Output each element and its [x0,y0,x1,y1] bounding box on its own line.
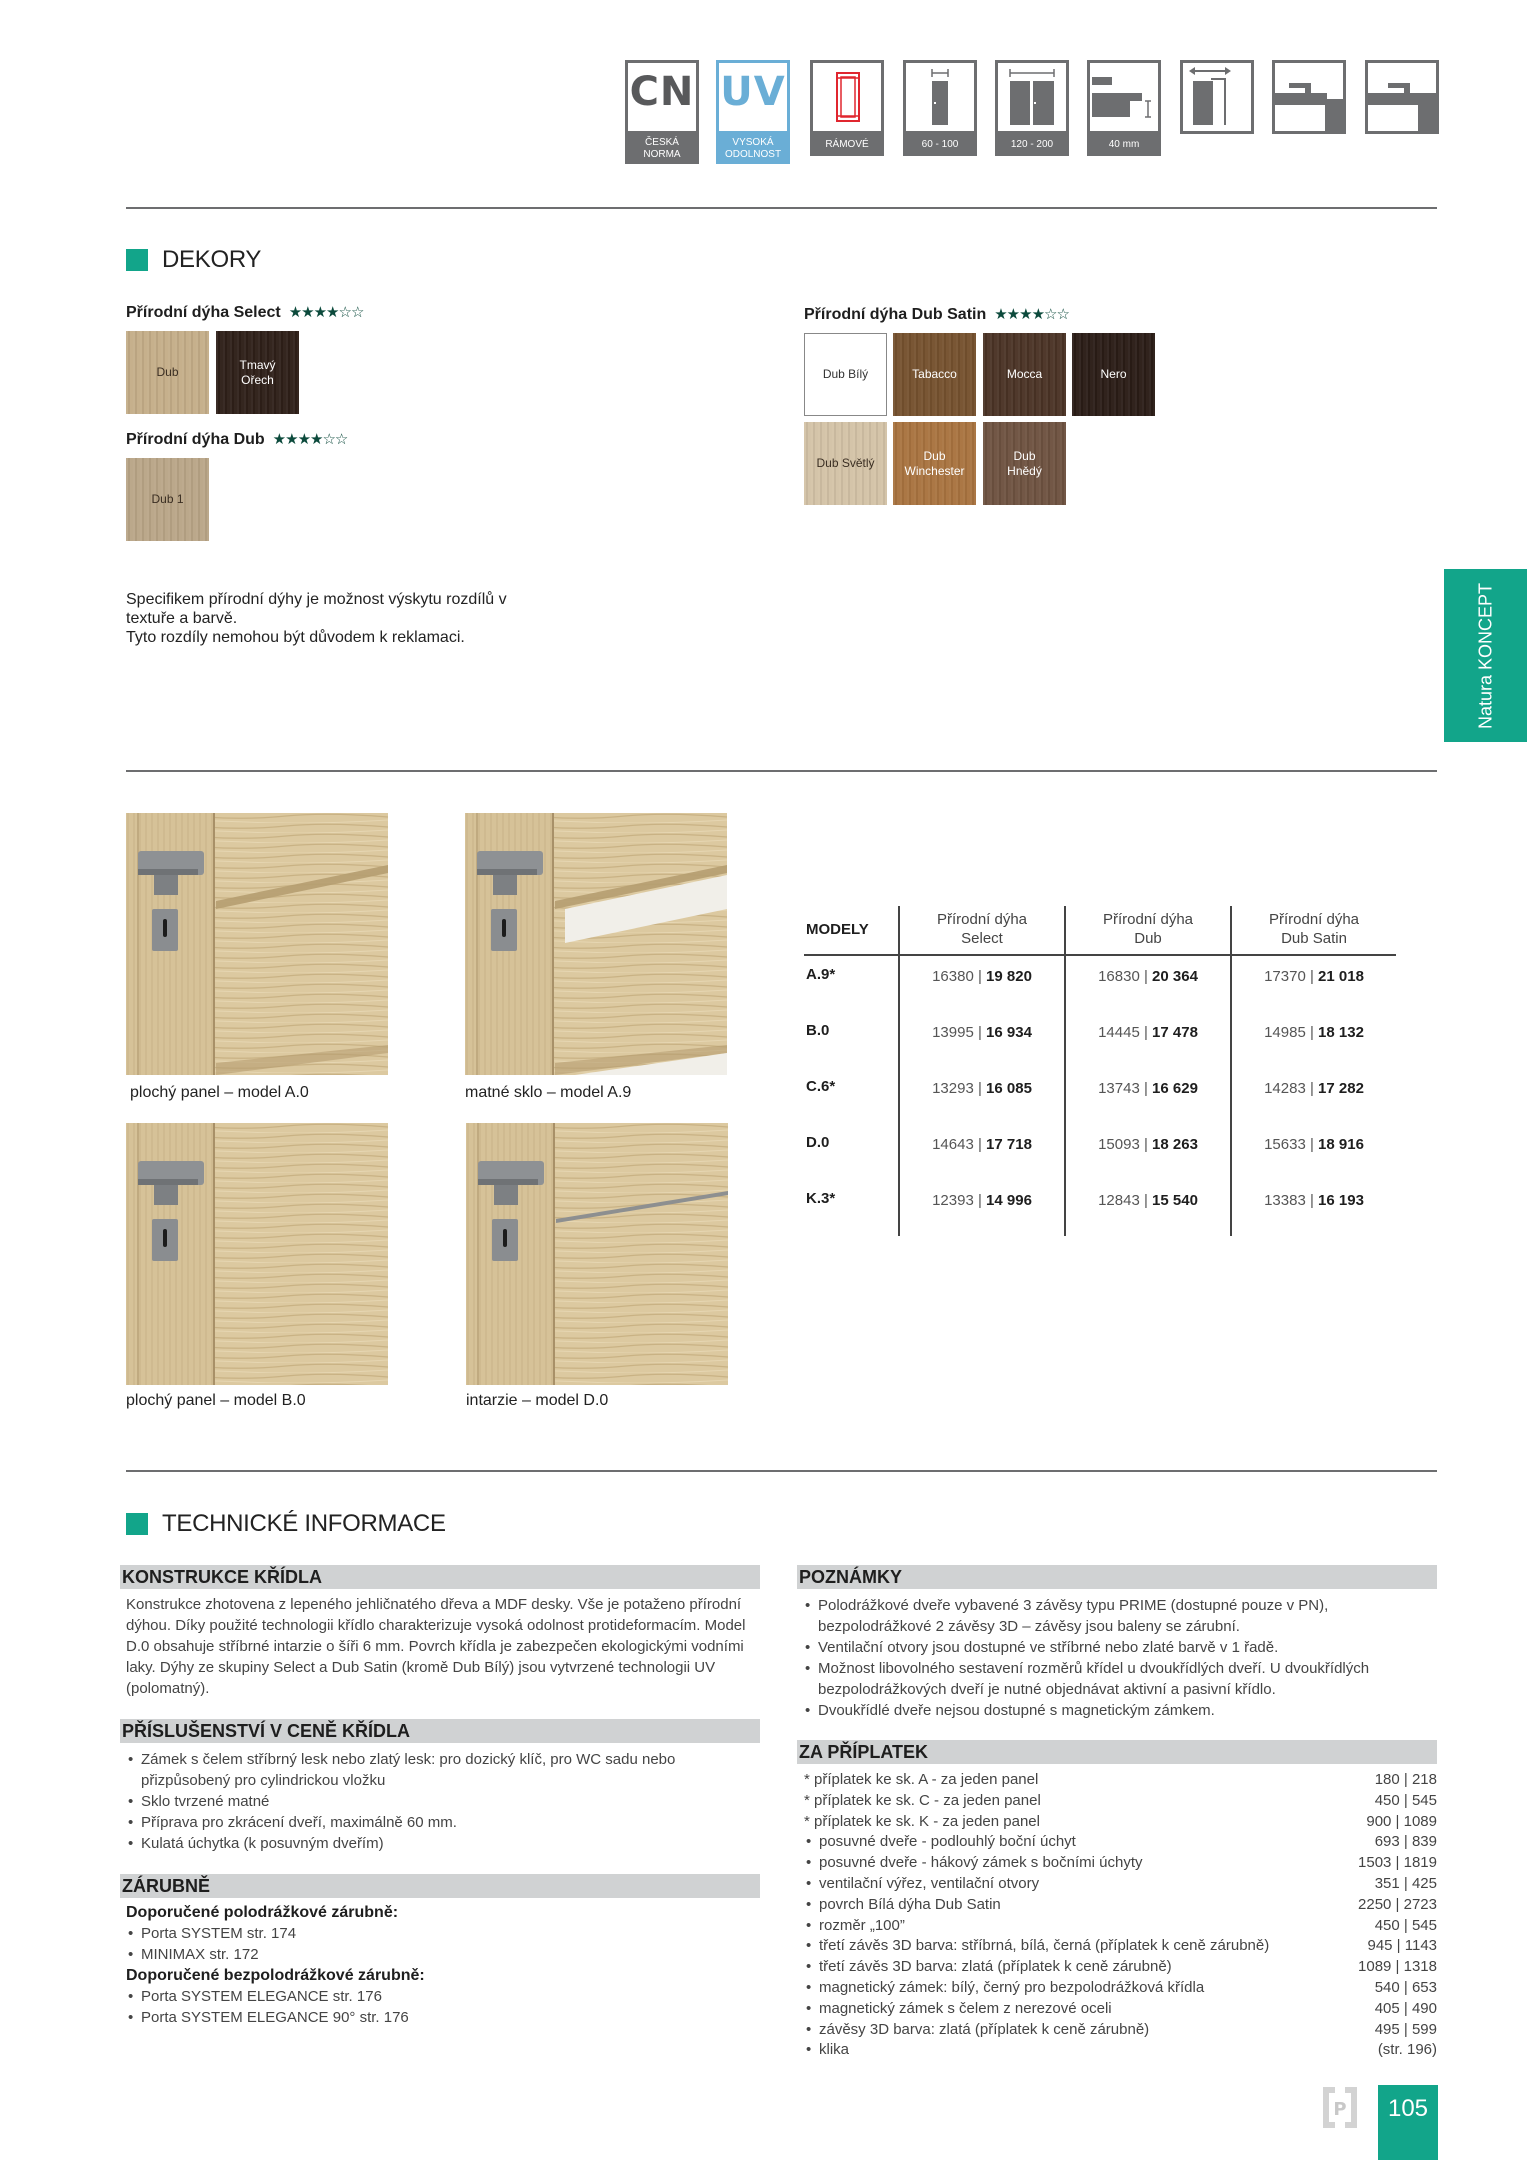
swatch-label: Dub [156,365,179,379]
column-header-models: MODELY [804,906,899,955]
price-separator: | [1139,968,1153,985]
price-without-vat: 16380 [932,968,974,985]
decor-swatch [893,422,976,505]
price-separator: | [1305,1024,1319,1041]
svg-text:P: P [1333,2099,1347,2120]
price-without-vat: 14445 [1098,1024,1140,1041]
price-separator: | [1305,1080,1319,1097]
surcharge-label: • posuvné dveře - hákový zámek s bočními úchyty [804,1853,1142,1874]
poznamky-list [803,1595,1437,1721]
section-title: DEKORY [162,246,262,273]
model-code: A.9* [806,966,836,983]
door-image-b0 [126,1123,388,1385]
model-caption: matné sklo – model A.9 [465,1084,632,1101]
price-cell [1231,1068,1396,1124]
surcharge-price: 2250 | 2723 [1358,1895,1437,1913]
surcharge-price: 180 | 218 [1374,1771,1437,1788]
price-with-vat: 16 629 [1152,1080,1198,1097]
list-item: • Možnost libovolného sestavení rozměrů křídel u dvoukřídlých dveří. U dvoukřídlých bezpolodrážkových dveří je nutné objednávat aktivní a pasivní křídlo. [803,1658,1437,1700]
surcharge-price: 450 | 545 [1374,1916,1437,1934]
page-number: 105 [1378,2085,1438,2160]
price-cell [1065,1068,1231,1124]
surcharge-price: 405 | 490 [1374,1999,1437,2017]
surcharge-label: • ventilační výřez, ventilační otvory [804,1874,1039,1895]
konstrukce-header: KONSTRUKCE KŘÍDLA [120,1565,760,1589]
price-without-vat: 17370 [1264,968,1306,985]
door-illustration [126,813,388,1075]
frame-label: RÁMOVÉ [810,134,884,156]
rating-stars: ★★★★☆☆ [994,306,1069,323]
price-without-vat: 13743 [1098,1080,1140,1097]
divider [126,207,1437,209]
price-cell [1065,955,1231,1012]
swatch-label: Tabacco [912,367,957,381]
decor-swatch [1072,333,1155,416]
column-header-dub-satin: Přírodní dýha Dub Satin [1231,906,1396,955]
price-separator: | [973,968,987,985]
sliding-door-icon [1180,60,1254,134]
model-code: K.3* [806,1190,836,1207]
table-row [804,1012,1396,1068]
surcharge-price: 495 | 599 [1374,2020,1437,2038]
surcharge-price: 450 | 545 [1374,1791,1437,1809]
price-separator: | [1139,1136,1153,1153]
model-code: D.0 [806,1134,830,1151]
frame-door-icon [810,60,884,134]
price-cell [899,1180,1065,1236]
price-with-vat: 14 996 [986,1192,1032,1209]
price-without-vat: 12843 [1098,1192,1140,1209]
list-item: • Zámek s čelem stříbrný lesk nebo zlatý lesk: pro dozický klíč, pro WC sadu nebo přizpůsobený pro cylindrickou vložku [126,1749,756,1791]
section-title: TECHNICKÉ INFORMACE [162,1510,446,1537]
surcharge-label: • třetí závěs 3D barva: zlatá (příplatek k ceně zárubně) [804,1957,1172,1978]
surcharge-row [804,1812,1437,1833]
surcharge-price: 1089 | 1318 [1358,1958,1437,1976]
price-cell [899,1012,1065,1068]
price-separator: | [973,1136,987,1153]
price-separator: | [1305,1192,1319,1209]
price-with-vat: 17 718 [986,1136,1032,1153]
surcharge-row [804,1936,1437,1957]
surcharge-row [804,1957,1437,1978]
door-illustration [126,1123,388,1385]
list-item: • MINIMAX str. 172 [126,1944,756,1965]
column-header-select: Přírodní dýha Select [899,906,1065,955]
single-door-width-icon [903,60,977,134]
price-separator: | [1305,1136,1319,1153]
price-with-vat: 16 193 [1318,1192,1364,1209]
surcharge-price: 351 | 425 [1374,1874,1437,1892]
uv-label: VYSOKÁ ODOLNOST [716,134,790,164]
price-cell [1231,955,1396,1012]
decor-swatch [126,331,209,414]
model-caption: plochý panel – model B.0 [126,1392,306,1409]
price-separator: | [973,1080,987,1097]
door-thickness-icon [1087,60,1161,134]
rating-stars: ★★★★☆☆ [288,304,364,321]
price-without-vat: 14283 [1264,1080,1306,1097]
surcharge-row [804,1978,1437,1999]
surcharge-price: 945 | 1143 [1367,1937,1437,1955]
price-cell [1231,1012,1396,1068]
model-caption: intarzie – model D.0 [466,1392,609,1409]
price-without-vat: 13995 [932,1024,974,1041]
brand-logo [1321,2085,1359,2130]
price-separator: | [973,1024,987,1041]
surcharge-label: • třetí závěs 3D barva: stříbrná, bílá, černá (příplatek k ceně zárubně) [804,1936,1269,1957]
table-row [804,955,1396,1012]
surcharge-label: • posuvné dveře - podlouhlý boční úchyt [804,1832,1076,1853]
price-cell [1065,1124,1231,1180]
price-with-vat: 19 820 [986,968,1032,985]
price-with-vat: 18 263 [1152,1136,1198,1153]
section-marker [126,249,148,271]
price-with-vat: 18 916 [1318,1136,1364,1153]
door-image-d0 [466,1123,728,1385]
price-with-vat: 15 540 [1152,1192,1198,1209]
price-without-vat: 14643 [932,1136,974,1153]
surcharge-price: (str. 196) [1377,2041,1437,2059]
rebated-frame-icon [1272,60,1346,134]
uv-icon: UV [716,60,790,134]
swatch-label: Dub Světlý [816,456,875,470]
surcharge-list [804,1770,1437,2061]
cn-label: ČESKÁ NORMA [625,134,699,164]
price-separator: | [973,1192,987,1209]
surcharge-label: • rozměr „100” [804,1916,905,1937]
surcharge-label: • magnetický zámek: bílý, černý pro bezpolodrážková křídla [804,1978,1204,1999]
decor-swatch [893,333,976,416]
surcharge-label: * příplatek ke sk. A - za jeden panel [804,1771,1039,1788]
surcharge-price: 540 | 653 [1374,1978,1437,1996]
price-cell [1065,1012,1231,1068]
double-door-label: 120 - 200 [995,134,1069,156]
surcharge-label: * příplatek ke sk. C - za jeden panel [804,1791,1041,1809]
price-with-vat: 17 478 [1152,1024,1198,1041]
rating-stars: ★★★★☆☆ [272,431,348,448]
priplatek-header: ZA PŘÍPLATEK [797,1740,1437,1764]
model-code: C.6* [806,1078,836,1095]
decor-swatch [983,422,1066,505]
table-row [804,1068,1396,1124]
list-item: • Polodrážkové dveře vybavené 3 závěsy typu PRIME (dostupné pouze v PN), bezpolodrážkové 2 závěsy 3D – závěsy jsou baleny se zárubní. [803,1595,1437,1637]
dekory-heading [126,246,261,274]
side-tab: Natura KONCEPT [1444,569,1527,742]
surcharge-row [804,1916,1437,1937]
swatch-label: Dub Winchester [904,448,965,478]
price-cell [1065,1180,1231,1236]
surcharge-price: 900 | 1089 [1366,1812,1437,1830]
price-with-vat: 18 132 [1318,1024,1364,1041]
price-separator: | [1139,1024,1153,1041]
door-image-a9 [465,813,727,1075]
column-header-dub: Přírodní dýha Dub [1065,906,1231,955]
price-without-vat: 13383 [1264,1192,1306,1209]
price-without-vat: 15633 [1264,1136,1306,1153]
surcharge-row [804,2020,1437,2041]
price-with-vat: 21 018 [1318,968,1364,985]
price-separator: | [1139,1080,1153,1097]
swatch-label: Nero [1100,367,1127,381]
veneer-note: Specifikem přírodní dýhy je možnost výskytu rozdílů v textuře a barvě. Tyto rozdíly nemohou být důvodem k reklamaci. [126,591,507,646]
section-marker [126,1513,148,1535]
surcharge-row [804,1895,1437,1916]
cn-icon: CN [625,60,699,134]
decor-swatch [983,333,1066,416]
decor-swatch [216,331,299,414]
double-door-width-icon [995,60,1069,134]
divider [126,1470,1437,1472]
list-item: • Porta SYSTEM ELEGANCE 90° str. 176 [126,2007,756,2028]
swatch-label: Mocca [1006,367,1043,381]
surcharge-row [804,2040,1437,2061]
swatch-label: Dub 1 [151,492,184,506]
price-without-vat: 12393 [932,1192,974,1209]
zarubne-subheading: Doporučené polodrážkové zárubně: [126,1904,399,1921]
price-cell [1231,1180,1396,1236]
price-cell [899,955,1065,1012]
single-door-label: 60 - 100 [903,134,977,156]
price-cell [1231,1124,1396,1180]
price-without-vat: 14985 [1264,1024,1306,1041]
konstrukce-text: Konstrukce zhotovena z lepeného jehličnatého dřeva a MDF desky. Vše je potaženo přírodní dýhou. Díky použité technologii křídlo charakterizuje vysoká odolnost protideformacím. Model D.0 obsahuje stříbrné intarzie o šíři 6 mm. Povrch křídla je zabezpečen ekologickými vodními laky. Dýhy ze skupiny Select a Dub Satin (kromě Dub Bílý) jsou vytvrzené technologii UV (polomatný). [126,1596,746,1697]
tech-heading [126,1510,446,1538]
surcharge-label: • závěsy 3D barva: zlatá (příplatek k ceně zárubně) [804,2020,1149,2041]
list-item: • Porta SYSTEM ELEGANCE str. 176 [126,1986,756,2007]
model-caption: plochý panel – model A.0 [130,1084,309,1101]
price-with-vat: 20 364 [1152,968,1198,985]
decor-group-title: Přírodní dýha Dub ★★★★☆☆ [126,431,348,448]
door-illustration [466,1123,728,1385]
list-item: • Dvoukřídlé dveře nejsou dostupné s magnetickým zámkem. [803,1700,1437,1721]
price-with-vat: 16 934 [986,1024,1032,1041]
surcharge-row [804,1874,1437,1895]
prislusenstvi-header: PŘÍSLUŠENSTVÍ V CENĚ KŘÍDLA [120,1719,760,1743]
price-without-vat: 13293 [932,1080,974,1097]
price-separator: | [1305,968,1319,985]
door-image-a0 [126,813,388,1075]
decor-swatch [804,333,887,416]
model-code: B.0 [806,1022,830,1039]
decor-group-title: Přírodní dýha Select ★★★★☆☆ [126,304,364,321]
list-item: • Ventilační otvory jsou dostupné ve stříbrné nebo zlaté barvě v 1 řadě. [803,1637,1437,1658]
list-item: • Kulatá úchytka (k posuvným dveřím) [126,1833,756,1854]
thickness-label: 40 mm [1087,134,1161,156]
decor-swatch [126,458,209,541]
door-illustration [465,813,727,1075]
surcharge-row [804,1853,1437,1874]
surcharge-price: 1503 | 1819 [1358,1854,1437,1872]
price-with-vat: 17 282 [1318,1080,1364,1097]
list-item: • Porta SYSTEM str. 174 [126,1923,756,1944]
price-separator: | [1139,1192,1153,1209]
surcharge-price: 693 | 839 [1374,1833,1437,1851]
flush-frame-icon [1365,60,1439,134]
poznamky-header: POZNÁMKY [797,1565,1437,1589]
swatch-label: Dub Hnědý [1007,448,1042,478]
list-item: • Příprava pro zkrácení dveří, maximálně 60 mm. [126,1812,756,1833]
prislusenstvi-list [126,1749,756,1854]
table-row [804,1124,1396,1180]
surcharge-label: • povrch Bílá dýha Dub Satin [804,1895,1001,1916]
price-without-vat: 16830 [1098,968,1140,985]
price-without-vat: 15093 [1098,1136,1140,1153]
surcharge-label: • klika [804,2040,849,2061]
price-table [804,906,1396,1236]
list-item: • Sklo tvrzené matné [126,1791,756,1812]
zarubne-content [126,1902,756,2028]
price-with-vat: 16 085 [986,1080,1032,1097]
decor-group-title: Přírodní dýha Dub Satin ★★★★☆☆ [804,306,1069,323]
divider [126,770,1437,772]
surcharge-row [804,1770,1437,1791]
price-cell [899,1124,1065,1180]
surcharge-row [804,1791,1437,1812]
surcharge-row [804,1832,1437,1853]
surcharge-label: * příplatek ke sk. K - za jeden panel [804,1812,1040,1830]
decor-swatch [804,422,887,505]
price-cell [899,1068,1065,1124]
swatch-label: Tmavý Ořech [239,357,276,387]
zarubne-subheading: Doporučené bezpolodrážkové zárubně: [126,1967,425,1984]
surcharge-label: • magnetický zámek s čelem z nerezové oceli [804,1999,1112,2020]
surcharge-row [804,1999,1437,2020]
table-row [804,1180,1396,1236]
zarubne-header: ZÁRUBNĚ [120,1874,760,1898]
swatch-label: Dub Bílý [822,367,869,381]
